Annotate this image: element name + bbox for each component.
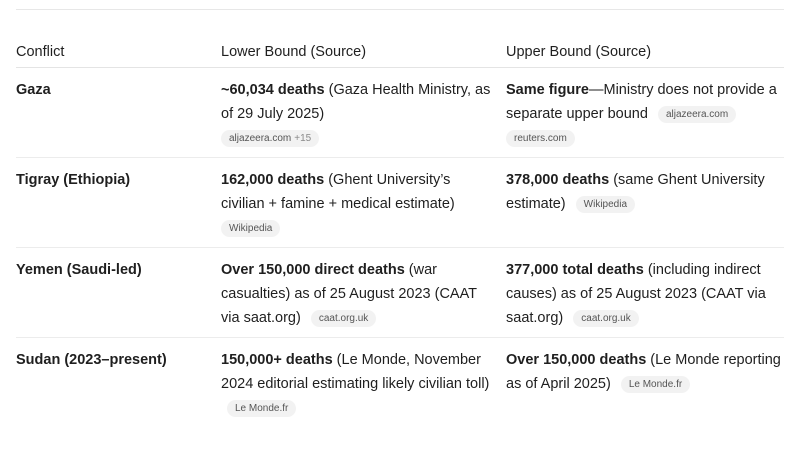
header-lower-bound: Lower Bound (Source)	[221, 36, 506, 68]
citation-row	[506, 126, 784, 150]
citation-row	[221, 216, 492, 240]
lower-bound-figure: Over 150,000 direct deaths	[221, 262, 405, 278]
citation-chip[interactable]	[506, 130, 575, 147]
lower-bound-cell	[221, 158, 506, 248]
lower-bound-source: (war casualties) as of 25 August 2023 (CAAT via saat.org)	[221, 262, 477, 326]
citation-chip[interactable]	[221, 220, 280, 237]
table-row	[16, 158, 784, 248]
citation-chip[interactable]	[621, 376, 690, 393]
citation-label: Wikipedia	[229, 223, 273, 234]
citation-chip[interactable]	[573, 310, 638, 327]
conflict-cell: Tigray (Ethiopia)	[16, 158, 221, 248]
upper-bound-source: (including indirect causes) as of 25 August 2023 (CAAT via saat.org)	[506, 262, 766, 326]
top-divider	[16, 9, 784, 10]
table-row	[16, 68, 784, 158]
citation-label: Le Monde.fr	[235, 403, 289, 414]
conflict-cell: Sudan (2023–present)	[16, 352, 167, 368]
conflict-cell: Yemen (Saudi-led)	[16, 248, 221, 338]
table-body	[16, 68, 784, 428]
upper-bound-cell	[506, 158, 784, 248]
upper-bound-figure: Same figure	[506, 82, 589, 98]
citation-chip[interactable]	[658, 106, 736, 123]
upper-bound-cell	[506, 338, 784, 428]
lower-bound-figure: 162,000 deaths	[221, 172, 325, 188]
table-header	[16, 36, 784, 68]
citation-label: Le Monde.fr	[628, 379, 683, 390]
citation-label: aljazeera.com	[665, 109, 729, 120]
lower-bound-cell	[221, 68, 506, 158]
lower-bound-cell	[221, 248, 506, 338]
upper-bound-source: (same Ghent University estimate)	[506, 172, 765, 212]
header-conflict: Conflict	[16, 36, 221, 68]
lower-bound-cell	[221, 338, 506, 428]
upper-bound-figure: 378,000 deaths	[506, 172, 610, 188]
citation-label: caat.org.uk	[581, 313, 631, 324]
conflict-cell: Gaza	[16, 68, 221, 158]
upper-bound-source: —Ministry does not provide a separate upper bound	[506, 82, 777, 122]
lower-bound-source: (Gaza Health Ministry, as of 29 July 2025)	[221, 82, 491, 122]
upper-bound-cell	[506, 248, 784, 338]
upper-bound-source: (Le Monde reporting as of April 2025)	[506, 352, 781, 392]
lower-bound-source: (Le Monde, November 2024 editorial estimating likely civilian toll)	[221, 352, 490, 392]
citation-chip[interactable]	[227, 400, 296, 417]
header-row	[16, 36, 784, 68]
lower-bound-figure: ~60,034 deaths	[221, 82, 325, 98]
upper-bound-figure: Over 150,000 deaths	[506, 352, 647, 368]
lower-bound-figure: 150,000+ deaths	[221, 352, 333, 368]
citation-more-count: +15	[294, 133, 312, 144]
citation-chip[interactable]	[311, 310, 376, 327]
citation-chip[interactable]	[576, 196, 635, 213]
citation-label: caat.org.uk	[318, 313, 369, 324]
upper-bound-cell	[506, 68, 784, 158]
citation-label: Wikipedia	[583, 199, 628, 210]
header-upper-bound: Upper Bound (Source)	[506, 36, 784, 68]
citation-label: reuters.com	[514, 133, 567, 144]
citation-row	[221, 126, 492, 150]
upper-bound-figure: 377,000 total deaths	[506, 262, 644, 278]
casualty-table	[16, 36, 784, 427]
table-row	[16, 248, 784, 338]
citation-label: aljazeera.com	[229, 133, 292, 144]
citation-chip[interactable]	[221, 130, 319, 147]
table-row	[16, 338, 784, 428]
lower-bound-source: (Ghent University’s civilian + famine + medical estimate)	[221, 172, 455, 212]
